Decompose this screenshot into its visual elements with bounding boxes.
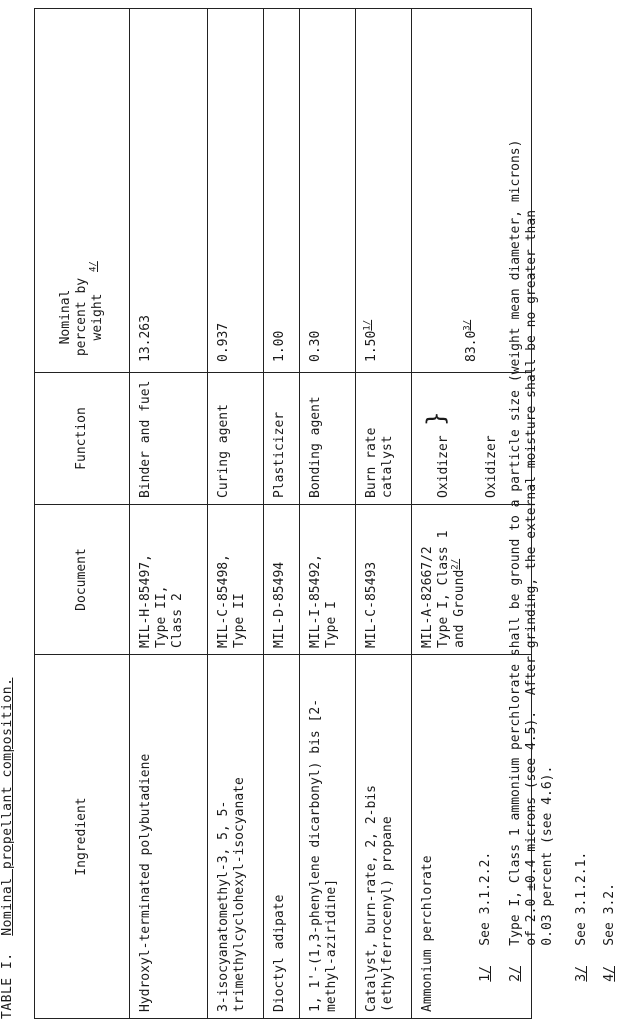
cell-function: Plasticizer <box>264 373 300 505</box>
cell-document: MIL-H-85497, Type II, Class 2 <box>130 505 208 655</box>
cell-percent <box>208 9 264 373</box>
cell-percent <box>264 9 300 373</box>
function-text: Oxidizer Oxidizer <box>436 435 499 498</box>
footnote-text: See 3.1.2.1. <box>574 851 589 946</box>
percent-footnote-mark: 1/ <box>362 319 373 331</box>
table-row <box>356 9 412 1019</box>
cell-function: Curing agent <box>208 373 264 505</box>
cell-percent <box>356 9 412 373</box>
footnote-mark: 2/ <box>508 966 523 982</box>
cell-ingredient: 3-isocyanatomethyl-3, 5, 5-trimethylcyclohexyl-isocyanate <box>208 655 264 1019</box>
cell-ingredient: Dioctyl adipate <box>264 655 300 1019</box>
header-percent-label: Nominal percent by weight <box>58 277 105 357</box>
percent-value: 0.937 <box>216 322 231 362</box>
header-percent-mark: 4/ <box>88 261 99 272</box>
cell-ingredient: Hydroxyl-terminated polybutadiene <box>130 655 208 1019</box>
table-caption <box>0 678 15 1019</box>
percent-value: 13.263 <box>138 315 153 362</box>
cell-document: MIL-I-85492, Type I <box>300 505 356 655</box>
cell-function: Burn rate catalyst <box>356 373 412 505</box>
cell-percent <box>300 9 356 373</box>
propellant-table <box>34 8 532 1019</box>
footnote <box>586 883 618 1013</box>
footnote-text: See 3.2. <box>602 883 617 946</box>
table-row <box>208 9 264 1019</box>
percent-footnote-mark: 3/ <box>462 319 473 331</box>
header-function: Function <box>35 373 130 505</box>
cell-percent <box>130 9 208 373</box>
caption-label: TABLE I. <box>0 952 15 1019</box>
footnote-mark: 4/ <box>602 966 617 982</box>
footnote-mark: 3/ <box>574 966 589 982</box>
cell-function: Bonding agent <box>300 373 356 505</box>
document-text: MIL-A-82667/2 Type I, Class 1 and Ground <box>420 530 467 648</box>
percent-value: 1.00 <box>272 330 287 362</box>
percent-value: 83.0 <box>463 330 479 362</box>
header-row <box>35 9 130 1019</box>
cell-document: MIL-D-85494 <box>264 505 300 655</box>
cell-ingredient: Catalyst, burn-rate, 2, 2-bis (ethylferrocenyl) propane <box>356 655 412 1019</box>
header-ingredient: Ingredient <box>35 655 130 1019</box>
percent-value: 1.50 <box>364 330 379 362</box>
header-document: Document <box>35 505 130 655</box>
cell-document: MIL-C-85493 <box>356 505 412 655</box>
cell-ingredient: 1, 1'-(1,3-phenylene dicarbonyl) bis [2-methyl-aziridine] <box>300 655 356 1019</box>
header-percent <box>35 9 130 373</box>
cell-function: Binder and fuel <box>130 373 208 505</box>
cell-ingredient: Ammonium perchlorate <box>412 655 532 1019</box>
cell-function: Oxidizer Oxidizer } <box>412 373 532 505</box>
table-row <box>300 9 356 1019</box>
footnote-mark: 1/ <box>478 966 493 982</box>
footnote-text: See 3.1.2.2. <box>478 851 493 946</box>
caption-title: Nominal propellant composition. <box>0 677 15 936</box>
table-row <box>130 9 208 1019</box>
table-row <box>264 9 300 1019</box>
percent-value: 0.30 <box>308 330 323 362</box>
document-footnote-mark: 2/ <box>450 558 461 570</box>
cell-document: MIL-C-85498, Type II <box>208 505 264 655</box>
footnote-text: Type I, Class 1 ammonium perchlorate shall be ground to a particle size (weight mean diameter, microns) of 2.0 ±0.4 microns (see 4.5). After grinding, the external moisture shall be no greater than 0.03 percent (see 4.6). <box>508 139 555 946</box>
